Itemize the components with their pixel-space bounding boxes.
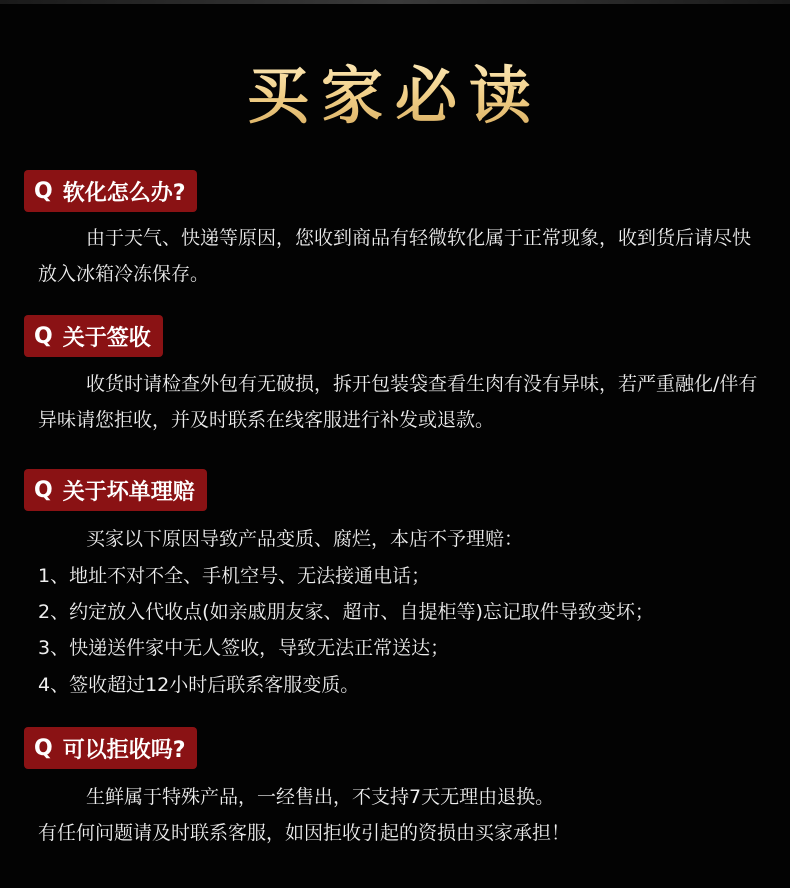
page-title: 买家必读 bbox=[0, 46, 790, 135]
section-heading-label: 关于签收 bbox=[62, 325, 151, 351]
refusal-line: 有任何问题请及时联系客服，如因拒收引起的资损由买家承担！ bbox=[38, 822, 571, 844]
q-mark: Q bbox=[34, 323, 53, 349]
top-divider bbox=[0, 0, 790, 4]
section-heading-receipt bbox=[24, 315, 163, 357]
q-mark: Q bbox=[34, 178, 53, 204]
q-mark: Q bbox=[34, 477, 53, 503]
claims-item: 3、快递送件家中无人签收，导致无法正常送达； bbox=[38, 637, 450, 659]
section-heading-label: 可以拒收吗? bbox=[62, 737, 186, 763]
claims-intro: 买家以下原因导致产品变质、腐烂，本店不予理赔： bbox=[86, 528, 524, 550]
section-heading-softening bbox=[24, 170, 197, 212]
q-mark: Q bbox=[34, 735, 53, 761]
claims-item: 2、约定放入代收点(如亲戚朋友家、超市、自提柜等)忘记取件导致变坏； bbox=[38, 601, 654, 623]
section-heading-label: 软化怎么办? bbox=[62, 180, 186, 206]
section-body-receipt: 收货时请检查外包有无破损，拆开包装袋查看生肉有没有异味，若严重融化/伴有异味请您拒收，并及时联系在线客服进行补发或退款。 bbox=[38, 373, 758, 431]
claims-item: 1、地址不对不全、手机空号、无法接通电话； bbox=[38, 565, 431, 587]
claims-item: 4、签收超过12小时后联系客服变质。 bbox=[38, 674, 360, 696]
refusal-line: 生鲜属于特殊产品，一经售出，不支持7天无理由退换。 bbox=[86, 786, 555, 808]
section-heading-claims bbox=[24, 469, 207, 511]
section-heading-label: 关于坏单理赔 bbox=[62, 479, 195, 505]
section-heading-refusal bbox=[24, 727, 197, 769]
section-body-softening: 由于天气、快递等原因，您收到商品有轻微软化属于正常现象，收到货后请尽快放入冰箱冷冻保存。 bbox=[38, 227, 752, 285]
